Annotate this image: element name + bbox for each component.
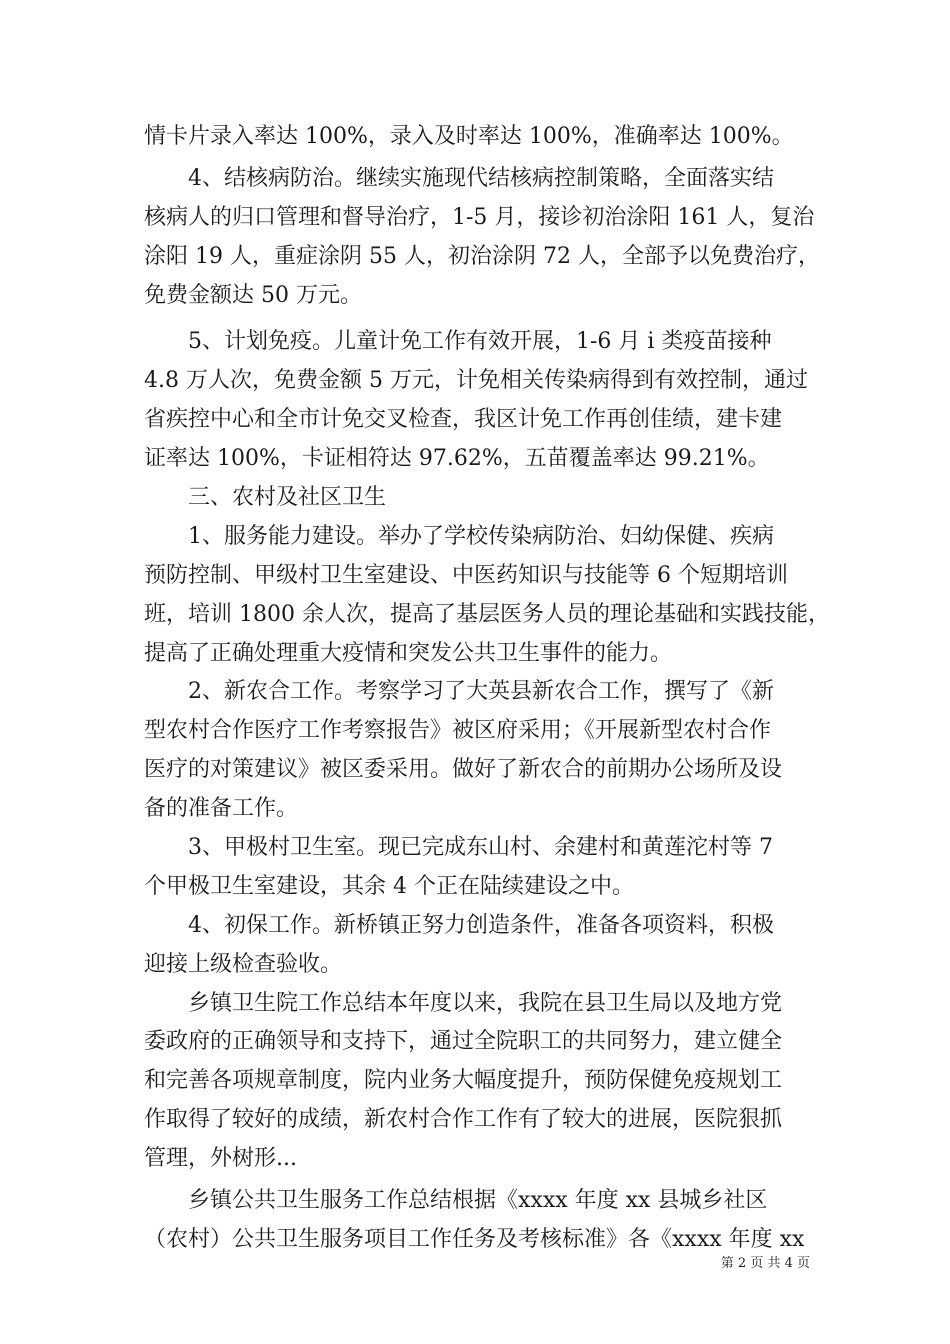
text-line: 迎接上级检查验收。 [144,951,343,977]
paragraph-immunization [144,323,814,479]
paragraph-primary-care [144,907,814,985]
text-line: 管理，外树形... [144,1146,297,1172]
paragraph-tuberculosis [144,160,820,316]
text-line: 4、初保工作。新桥镇正努力创造条件，准备各项资料，积极 [144,912,774,938]
text-line: 2、新农合工作。考察学习了大英县新农合工作，撰写了《新 [144,679,774,705]
text-line: 情卡片录入率达 100%，录入及时率达 100%，准确率达 100%。 [144,124,794,149]
text-line: 备的准备工作。 [144,796,299,822]
text-line: 医疗的对策建议》被区委采用。做好了新农合的前期办公场所及设 [144,757,783,783]
text-line: 免费金额达 50 万元。 [144,282,362,308]
text-line: 班，培训 1800 余人次，提高了基层医务人员的理论基础和实践技能， [144,601,830,627]
text-line: 委政府的正确领导和支持下，通过全院职工的共同努力，建立健全 [144,1029,783,1055]
text-line: 5、计划免疫。儿童计免工作有效开展，1-6 月 i 类疫苗接种 [144,329,772,355]
paragraph-township-hospital-summary [144,985,814,1179]
page-number: 第 2 页 共 4 页 [720,1256,810,1271]
text-line: 个甲极卫生室建设，其余 4 个正在陆续建设之中。 [144,873,634,899]
text-line: 乡镇公共卫生服务工作总结根据《xxxx 年度 xx 县城乡社区 [144,1188,768,1214]
text-line: 3、甲极村卫生室。现已完成东山村、余建村和黄莲沱村等 7 [144,835,773,861]
text-line: 乡镇卫生院工作总结本年度以来，我院在县卫生局以及地方党 [144,990,783,1016]
document-body [144,118,830,1260]
text-line: 涂阳 19 人，重症涂阴 55 人，初治涂阴 72 人，全部予以免费治疗， [144,243,820,269]
paragraph-public-health-summary [144,1182,814,1260]
section-heading-rural-community-health [144,479,814,518]
text-line: 省疾控中心和全市计免交叉检查，我区计免工作再创佳绩，建卡建 [144,407,783,433]
heading-line: 三、农村及社区卫生 [144,485,387,511]
text-line: 提高了正确处理重大疫情和突发公共卫生事件的能力。 [144,640,673,666]
text-line: 证率达 100%，卡证相符达 97.62%，五苗覆盖率达 99.21%。 [144,446,770,472]
text-line: 和完善各项规章制度，院内业务大幅度提升，预防保健免疫规划工 [144,1068,783,1094]
text-line: 型农村合作医疗工作考察报告》被区府采用；《开展新型农村合作 [144,718,772,744]
text-line: 预防控制、甲级村卫生室建设、中医药知识与技能等 6 个短期培训 [144,562,788,588]
text-line: 1、服务能力建设。举办了学校传染病防治、妇幼保健、疾病 [144,523,774,549]
text-line: 作取得了较好的成绩，新农村合作工作有了较大的进展，医院狠抓 [144,1107,783,1133]
paragraph-new-rural-cooperative [144,673,814,829]
paragraph-service-capacity [144,518,830,674]
paragraph-card-entry [144,118,814,157]
text-line: 4.8 万人次，免费金额 5 万元，计免相关传染病得到有效控制，通过 [144,368,808,394]
text-line: 核病人的归口管理和督导治疗，1-5 月，接诊初治涂阳 161 人，复治 [144,204,815,230]
text-line: 4、结核病防治。继续实施现代结核病控制策略，全面落实结 [144,165,774,191]
paragraph-village-clinic [144,829,814,907]
text-line: （农村）公共卫生服务项目工作任务及考核标准》各《xxxx 年度 xx [144,1226,805,1252]
